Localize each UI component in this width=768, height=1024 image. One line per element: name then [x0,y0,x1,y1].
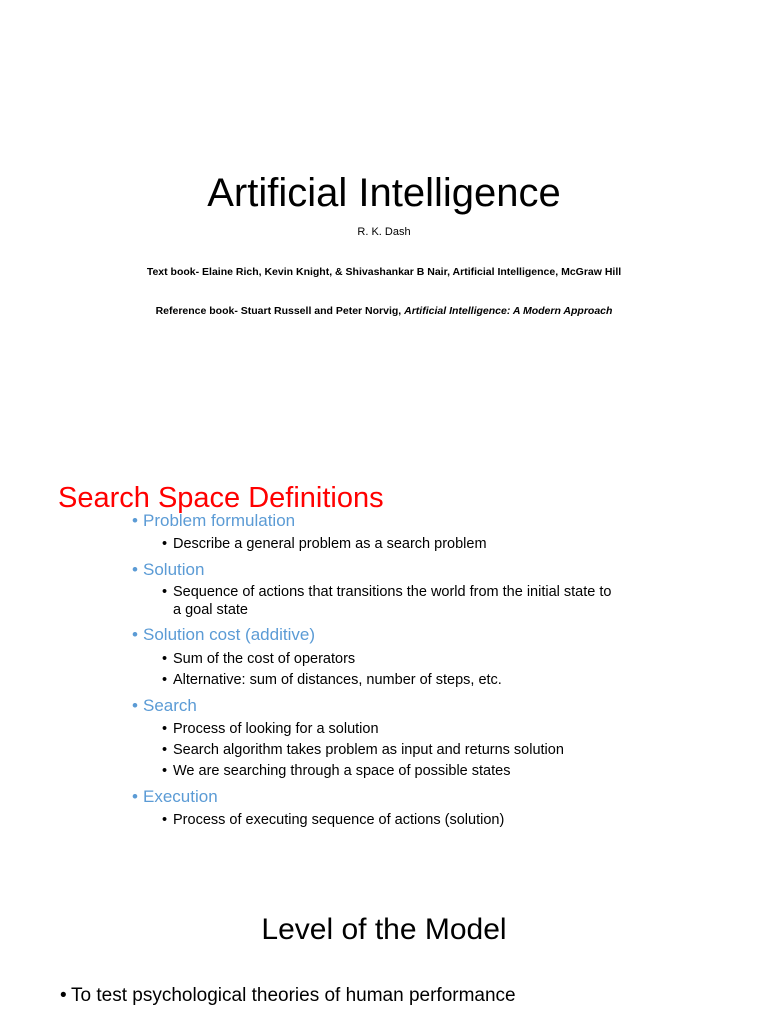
section-heading: • Search [132,696,197,715]
section-heading: • Solution cost (additive) [132,625,315,644]
bullet-icon: • [162,584,168,600]
bullet-icon: • [132,696,138,715]
list-item: • Sequence of actions that transitions the world from the initial state to a goal state [162,584,612,618]
list-item: • Sum of the cost of operators [162,651,356,667]
slide-level-of-model [0,864,768,1024]
list-item: • We are searching through a space of possible states [162,763,511,779]
bullet-icon: • [162,812,168,828]
bullet-icon: • [162,742,168,758]
bullet-icon: • [162,721,168,737]
bullet-icon: • [60,985,67,1006]
slide-search-space [0,432,768,864]
bullet-icon: • [162,672,168,688]
textbook-line: Text book- Elaine Rich, Kevin Knight, & Shivashankar B Nair, Artificial Intelligence, McGraw Hill [146,266,622,278]
bullet-icon: • [162,763,168,779]
reference-prefix: Reference book- Stuart Russell and Peter Norvig, [155,305,405,317]
list-item: • Process of looking for a solution [162,721,379,737]
bullet-icon: • [132,787,138,806]
bullet-icon: • [132,560,138,579]
bullet-icon: • [162,536,168,552]
section-heading: • Solution [132,560,205,579]
list-item: • Process of executing sequence of actions (solution) [162,812,505,828]
author-line: R. K. Dash [357,226,411,238]
reference-book-title: Artificial Intelligence: A Modern Approach [404,305,613,317]
bullet-icon: • [162,651,168,667]
list-item: • Alternative: sum of distances, number of steps, etc. [162,672,502,688]
list-item: • Search algorithm takes problem as input and returns solution [162,742,564,758]
section-heading: • Problem formulation [132,511,296,530]
section-heading: • Execution [132,787,218,806]
slide-heading: Level of the Model [261,913,507,946]
list-item: • To test psychological theories of human performance [60,985,516,1006]
slide-title: Artificial Intelligence [207,171,561,215]
bullet-icon: • [132,511,138,530]
list-item: • Describe a general problem as a search problem [162,536,487,552]
reference-line [0,305,768,317]
slide-title-page [0,0,768,432]
bullet-icon: • [132,625,138,644]
slide-heading: Search Space Definitions [58,482,384,514]
